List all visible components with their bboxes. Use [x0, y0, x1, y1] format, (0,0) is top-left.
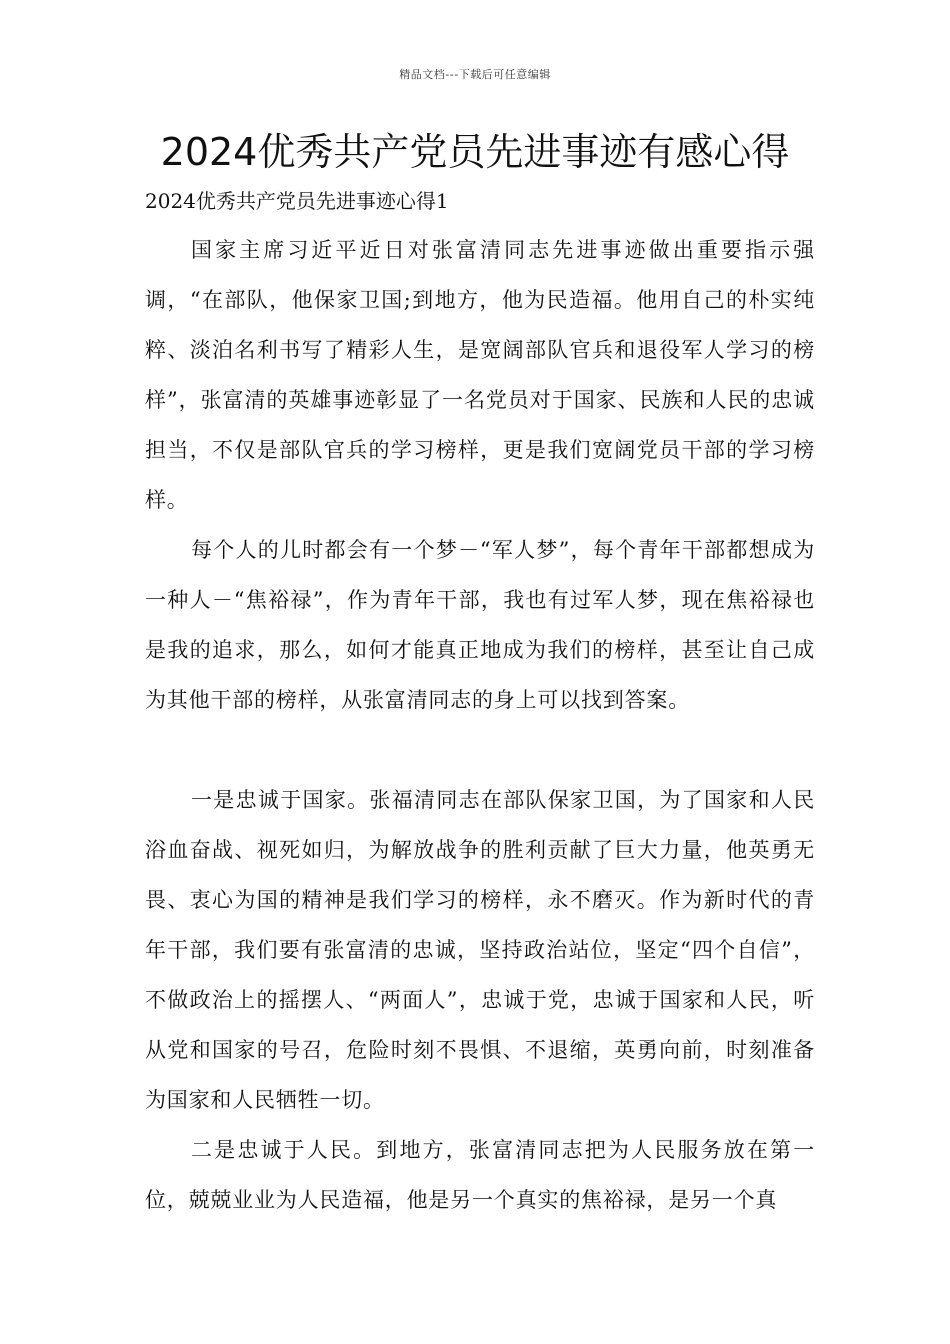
paragraph-4: 二是忠诚于人民。到地方，张富清同志把为人民服务放在第一位，兢兢业业为人民造福，他是另一个真实的焦裕禄，是另一个真: [145, 1138, 815, 1212]
page-header: 精品文档---下载后可任意编辑: [399, 68, 551, 81]
document-subtitle: 2024优秀共产党员先进事迹心得1: [145, 189, 449, 213]
paragraph-3: 一是忠诚于国家。张福清同志在部队保家卫国，为了国家和人民浴血奋战、视死如归，为解放战争的胜利贡献了巨大力量，他英勇无畏、衷心为国的精神是我们学习的榜样，永不磨灭。作为新时代的青年干部，我们要有张富清的忠诚，坚持政治站位，坚定“四个自信”，不做政治上的摇摆人、“两面人”，忠诚于党，忠诚于国家和人民，听从党和国家的号召，危险时刻不畏惧、不退缩，英勇向前，时刻准备为国家和人民牺牲一切。: [145, 788, 815, 1112]
document-title: 2024优秀共产党员先进事迹有感心得: [160, 130, 790, 174]
paragraph-2: 每个人的儿时都会有一个梦－“军人梦”，每个青年干部都想成为一种人－“焦裕禄”，作为青年干部，我也有过军人梦，现在焦裕禄也是我的追求，那么，如何才能真正地成为我们的榜样，甚至让自己成为其他干部的榜样，从张富清同志的身上可以找到答案。: [145, 538, 815, 712]
paragraph-1: 国家主席习近平近日对张富清同志先进事迹做出重要指示强调，“在部队，他保家卫国;到地方，他为民造福。他用自己的朴实纯粹、淡泊名利书写了精彩人生，是宽阔部队官兵和退役军人学习的榜样”，张富清的英雄事迹彰显了一名党员对于国家、民族和人民的忠诚担当，不仅是部队官兵的学习榜样，更是我们宽阔党员干部的学习榜样。: [145, 238, 815, 512]
